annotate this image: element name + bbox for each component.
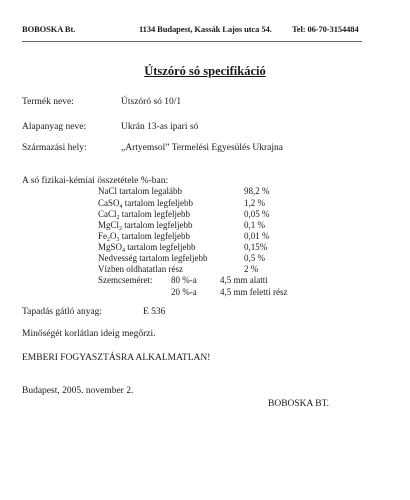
grain-size-desc: 4,5 mm alatti <box>220 275 268 285</box>
product-value: Útszóró só 10/1 <box>121 97 182 107</box>
composition-row-label: CaSO$_4$ tartalom legfeljebb <box>98 198 193 210</box>
composition-row-value: 0,01 % <box>244 231 270 241</box>
header-rule <box>22 41 362 42</box>
composition-row-value: 1,2 % <box>244 198 265 208</box>
composition-row-value: 0,5 % <box>244 253 265 263</box>
grain-size-percent: 20 %-a <box>171 287 197 297</box>
composition-row-label: CaCl$_2$ tartalom legfeljebb <box>98 209 190 221</box>
grain-size-percent: 80 %-a <box>171 275 197 285</box>
company-name: BOBOSKA Bt. <box>22 24 76 34</box>
shelf-life-note: Minőségét korlátlan ideig megőrzi. <box>22 329 156 339</box>
company-address: 1134 Budapest, Kassák Lajos utca 54. <box>139 24 272 34</box>
document-title: Útszóró só specifikáció <box>144 64 266 78</box>
origin-label: Származási hely: <box>22 143 87 153</box>
grain-size-label: Szemcseméret: <box>98 275 153 285</box>
origin-value: „Artyemsol” Termelési Egyesülés Ukrajna <box>121 143 283 153</box>
company-phone: Tel: 06-70-3154484 <box>292 24 359 34</box>
composition-row-label: MgSO$_4$ tartalom legfeljebb <box>98 242 196 254</box>
composition-row-value: 0,15% <box>244 242 268 252</box>
composition-row-label: Vízben oldhatatlan rész <box>98 264 183 274</box>
signature: BOBOSKA BT. <box>268 399 330 409</box>
product-label: Termék neve: <box>22 97 74 107</box>
composition-row-label: Nedvesség tartalom legfeljebb <box>98 253 208 263</box>
place-date: Budapest, 2005. november 2. <box>22 386 134 396</box>
composition-heading: A só fizikai-kémiai összetétele %-ban: <box>22 176 169 186</box>
composition-row-value: 0,1 % <box>244 220 265 230</box>
composition-row-label: NaCl tartalom legalább <box>98 186 182 196</box>
composition-row-label: $Fe_2O_3$ tartalom legfeljebb <box>98 231 190 243</box>
anticaking-value: E 536 <box>143 307 166 317</box>
material-value: Ukrán 13-as ipari só <box>121 122 199 132</box>
composition-row-label: MgCl$_2$ tartalom legfeljebb <box>98 220 193 232</box>
material-label: Alapanyag neve: <box>22 122 87 132</box>
composition-row-value: 0,05 % <box>244 209 270 219</box>
grain-size-desc: 4,5 mm feletti rész <box>220 287 288 297</box>
composition-row-value: 2 % <box>244 264 259 274</box>
warning-text: EMBERI FOGYASZTÁSRA ALKALMATLAN! <box>22 353 211 363</box>
anticaking-label: Tapadás gátló anyag: <box>22 307 103 317</box>
composition-row-value: 98,2 % <box>244 186 270 196</box>
